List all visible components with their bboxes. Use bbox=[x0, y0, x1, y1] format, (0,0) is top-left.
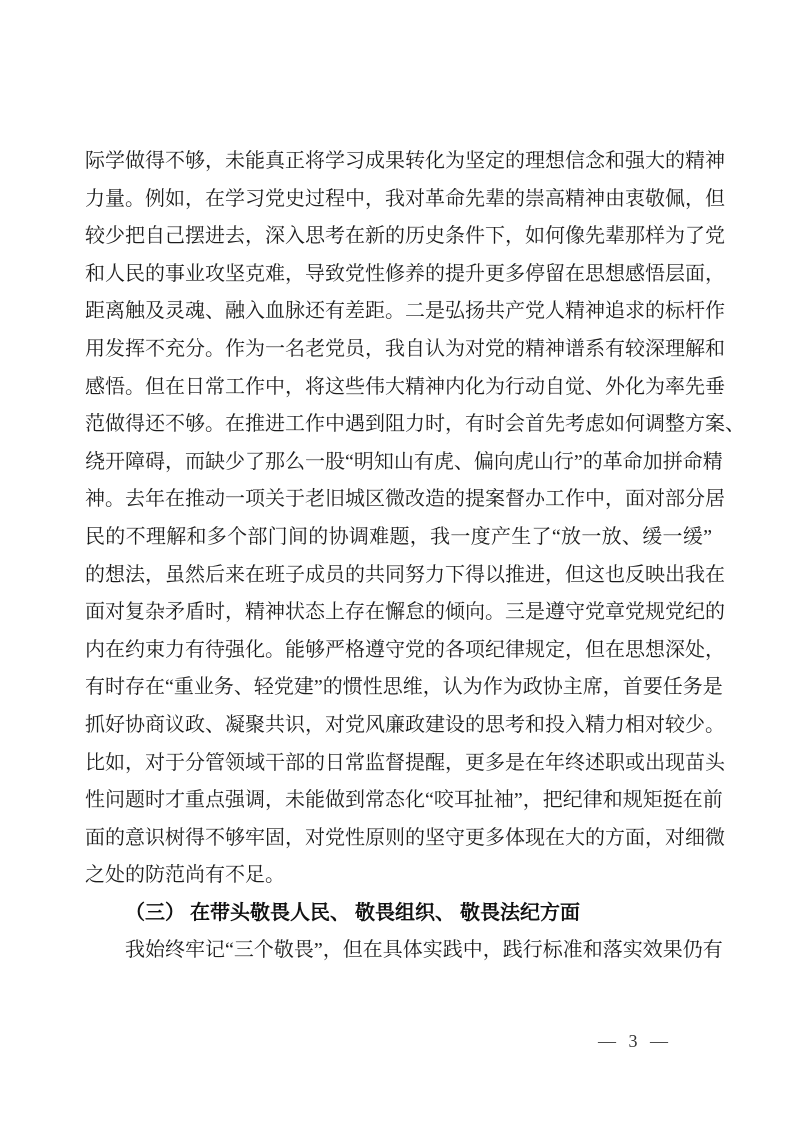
body-line: 和人民的事业攻坚克难，导致党性修养的提升更多停留在思想感悟层面， bbox=[85, 262, 725, 285]
body-line: 的想法，虽然后来在班子成员的共同努力下得以推进，但这也反映出我在 bbox=[85, 563, 725, 586]
section-heading: （三） 在带头敬畏人民、 敬畏组织、 敬畏法纪方面 bbox=[125, 901, 580, 924]
body-line: 际学做得不够，未能真正将学习成果转化为坚定的理想信念和强大的精神 bbox=[85, 150, 725, 172]
body-line: 力量。例如，在学习党史过程中，我对革命先辈的崇高精神由衷敬佩，但 bbox=[85, 187, 725, 210]
body-line: 内在约束力有待强化。能够严格遵守党的各项纪律规定，但在思想深处， bbox=[85, 638, 725, 661]
body-line: 绕开障碍，而缺少了那么一股“明知山有虎、偏向虎山行”的革命加拼命精 bbox=[85, 450, 723, 473]
body-line: 感悟。但在日常工作中，将这些伟大精神内化为行动自觉、外化为率先垂 bbox=[85, 375, 725, 398]
body-line: 比如，对于分管领域干部的日常监督提醒，更多是在年终述职或出现苗头 bbox=[85, 751, 725, 774]
body-line: 有时存在“重业务、轻党建”的惯性思维，认为作为政协主席，首要任务是 bbox=[85, 676, 723, 699]
body-line: 面对复杂矛盾时，精神状态上存在懈怠的倾向。三是遵守党章党规党纪的 bbox=[85, 601, 725, 624]
body-line: 面的意识树得不够牢固，对党性原则的坚守更多体现在大的方面，对细微 bbox=[85, 826, 725, 849]
body-line: 抓好协商议政、凝聚共识，对党风廉政建设的思考和投入精力相对较少。 bbox=[85, 713, 725, 736]
body-line: 神。去年在推动一项关于老旧城区微改造的提案督办工作中，面对部分居 bbox=[85, 488, 725, 511]
body-line: 范做得还不够。在推进工作中遇到阻力时，有时会首先考虑如何调整方案、 bbox=[85, 413, 745, 436]
body-line: 距离触及灵魂、融入血脉还有差距。二是弘扬共产党人精神追求的标杆作 bbox=[85, 300, 725, 323]
body-line: 我始终牢记“三个敬畏”，但在具体实践中，践行标准和落实效果仍有 bbox=[125, 939, 723, 962]
body-line: 性问题时才重点强调，未能做到常态化“咬耳扯袖”，把纪律和规矩挺在前 bbox=[85, 789, 723, 812]
body-line: 用发挥不充分。作为一名老党员，我自认为对党的精神谱系有较深理解和 bbox=[85, 337, 725, 360]
document-body bbox=[85, 143, 745, 970]
page-number: — 3 — bbox=[598, 1031, 672, 1051]
body-line: 民的不理解和多个部门间的协调难题，我一度产生了“放一放、缓一缓” bbox=[85, 525, 712, 548]
body-line: 之处的防范尚有不足。 bbox=[85, 864, 285, 887]
body-line: 较少把自己摆进去，深入思考在新的历史条件下，如何像先辈那样为了党 bbox=[85, 225, 725, 248]
